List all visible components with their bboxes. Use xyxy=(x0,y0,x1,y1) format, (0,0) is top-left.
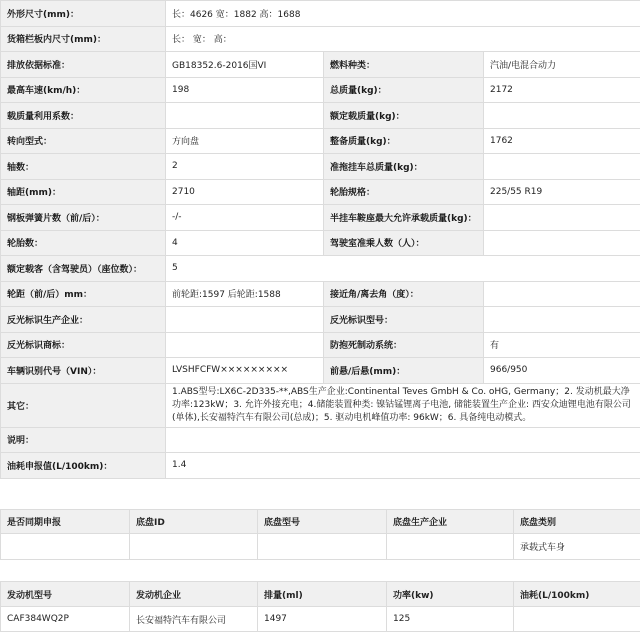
fuel-label: 燃料种类： xyxy=(324,52,484,78)
chassis-header-type: 底盘类别 xyxy=(514,510,640,534)
fuel-value: 汽油/电混合动力 xyxy=(484,52,640,78)
seats-value: 5 xyxy=(166,256,640,282)
other-label: 其它： xyxy=(1,383,166,427)
chassis-table xyxy=(0,509,640,560)
curb-value: 1762 xyxy=(484,128,640,154)
track-label: 轮距（前/后）mm： xyxy=(1,281,166,307)
chassis-cell-maker xyxy=(387,534,514,560)
abs-value: 有 xyxy=(484,332,640,358)
engine-cell-consumption xyxy=(514,607,640,632)
chassis-header-model: 底盘型号 xyxy=(258,510,387,534)
spec-row-steer xyxy=(1,128,640,154)
spec-row-seats xyxy=(1,256,640,282)
loadcoef-value xyxy=(166,103,324,129)
chassis-header-row xyxy=(1,510,640,534)
chassis-cell-sync xyxy=(1,534,130,560)
abs-label: 防抱死制动系统： xyxy=(324,332,484,358)
engine-cell-model: CAF384WQ2P xyxy=(1,607,130,632)
spec-row-spring xyxy=(1,205,640,231)
note-label: 说明： xyxy=(1,427,166,453)
spec-row-note xyxy=(1,427,640,453)
steer-value: 方向盘 xyxy=(166,128,324,154)
speed-value: 198 xyxy=(166,77,324,103)
dims-label: 外形尺寸(mm)： xyxy=(1,1,166,27)
steer-label: 转向型式： xyxy=(1,128,166,154)
angle-value xyxy=(484,281,640,307)
chassis-header-id: 底盘ID xyxy=(130,510,258,534)
note-value xyxy=(166,427,640,453)
loadcoef-label: 载质量利用系数： xyxy=(1,103,166,129)
engine-cell-maker: 长安福特汽车有限公司 xyxy=(130,607,258,632)
spec-row-dimensions xyxy=(1,1,640,27)
spec-row-wheelbase xyxy=(1,179,640,205)
emission-label: 排放依据标准： xyxy=(1,52,166,78)
chassis-cell-type: 承载式车身 xyxy=(514,534,640,560)
spec-row-cargo xyxy=(1,26,640,52)
trailer-value xyxy=(484,154,640,180)
mass-label: 总质量(kg)： xyxy=(324,77,484,103)
vin-value: LVSHFCFW××××××××× xyxy=(166,358,324,384)
dims-value: 长：4626 宽：1882 高：1688 xyxy=(166,1,640,27)
saddle-value xyxy=(484,205,640,231)
reflbrand-label: 反光标识商标： xyxy=(1,332,166,358)
reflmodel-label: 反光标识型号： xyxy=(324,307,484,333)
vin-label: 车辆识别代号（VIN）： xyxy=(1,358,166,384)
reflbrand-value xyxy=(166,332,324,358)
reflmaker-label: 反光标识生产企业： xyxy=(1,307,166,333)
spec-row-load xyxy=(1,103,640,129)
chassis-header-sync: 是否同期申报 xyxy=(1,510,130,534)
tire-label: 轮胎规格： xyxy=(324,179,484,205)
cargo-value: 长： 宽： 高： xyxy=(166,26,640,52)
seats-label: 额定载客（含驾驶员）（座位数）： xyxy=(1,256,166,282)
consumption-value: 1.4 xyxy=(166,453,640,479)
saddle-label: 半挂车鞍座最大允许承载质量(kg)： xyxy=(324,205,484,231)
overhang-label: 前悬/后悬(mm)： xyxy=(324,358,484,384)
chassis-header-maker: 底盘生产企业 xyxy=(387,510,514,534)
ratedload-value xyxy=(484,103,640,129)
chassis-cell-model xyxy=(258,534,387,560)
consumption-label: 油耗申报值(L/100km)： xyxy=(1,453,166,479)
track-value: 前轮距:1597 后轮距:1588 xyxy=(166,281,324,307)
ratedload-label: 额定载质量(kg)： xyxy=(324,103,484,129)
reflmodel-value xyxy=(484,307,640,333)
chassis-cell-id xyxy=(130,534,258,560)
spec-row-other xyxy=(1,383,640,427)
angle-label: 接近角/离去角（度）： xyxy=(324,281,484,307)
spec-row-speed xyxy=(1,77,640,103)
tires-label: 轮胎数： xyxy=(1,230,166,256)
engine-table xyxy=(0,581,640,632)
wheelbase-value: 2710 xyxy=(166,179,324,205)
spec-row-reflector-brand xyxy=(1,332,640,358)
cab-label: 驾驶室准乘人数（人）： xyxy=(324,230,484,256)
reflmaker-value xyxy=(166,307,324,333)
other-value: 1.ABS型号:LX6C-2D335-**,ABS生产企业:Continental Teves GmbH & Co. oHG, Germany；2. 发动机最大净功率:123kW；3. 允许外接充电；4.储能装置种类: 镍钴锰锂离子电池, 储能装置生产企业: 西安众迪锂电池有限公司(单体),长安福特汽车有限公司(总成)；5. 驱动电机峰值功率: 96kW；6. 具备纯电动模式。 xyxy=(166,383,640,427)
engine-cell-power: 125 xyxy=(387,607,514,632)
tires-value: 4 xyxy=(166,230,324,256)
engine-header-power: 功率(kw) xyxy=(387,582,514,607)
tire-value: 225/55 R19 xyxy=(484,179,640,205)
spec-row-tires xyxy=(1,230,640,256)
mass-value: 2172 xyxy=(484,77,640,103)
spring-value: -/- xyxy=(166,205,324,231)
axles-value: 2 xyxy=(166,154,324,180)
table-row xyxy=(1,534,640,560)
engine-cell-displacement: 1497 xyxy=(258,607,387,632)
cab-value xyxy=(484,230,640,256)
engine-header-model: 发动机型号 xyxy=(1,582,130,607)
emission-value: GB18352.6-2016国VI xyxy=(166,52,324,78)
table-row xyxy=(1,607,640,632)
spec-row-axles xyxy=(1,154,640,180)
spring-label: 钢板弹簧片数（前/后）： xyxy=(1,205,166,231)
wheelbase-label: 轴距(mm)： xyxy=(1,179,166,205)
engine-header-row xyxy=(1,582,640,607)
trailer-label: 准拖挂车总质量(kg)： xyxy=(324,154,484,180)
engine-header-displacement: 排量(ml) xyxy=(258,582,387,607)
spec-row-track xyxy=(1,281,640,307)
curb-label: 整备质量(kg)： xyxy=(324,128,484,154)
overhang-value: 966/950 xyxy=(484,358,640,384)
spec-row-consumption xyxy=(1,453,640,479)
cargo-label: 货箱栏板内尺寸(mm)： xyxy=(1,26,166,52)
engine-header-maker: 发动机企业 xyxy=(130,582,258,607)
spec-row-emission xyxy=(1,52,640,78)
engine-header-consumption: 油耗(L/100km) xyxy=(514,582,640,607)
axles-label: 轴数： xyxy=(1,154,166,180)
spec-row-reflector-maker xyxy=(1,307,640,333)
speed-label: 最高车速(km/h)： xyxy=(1,77,166,103)
spec-row-vin xyxy=(1,358,640,384)
